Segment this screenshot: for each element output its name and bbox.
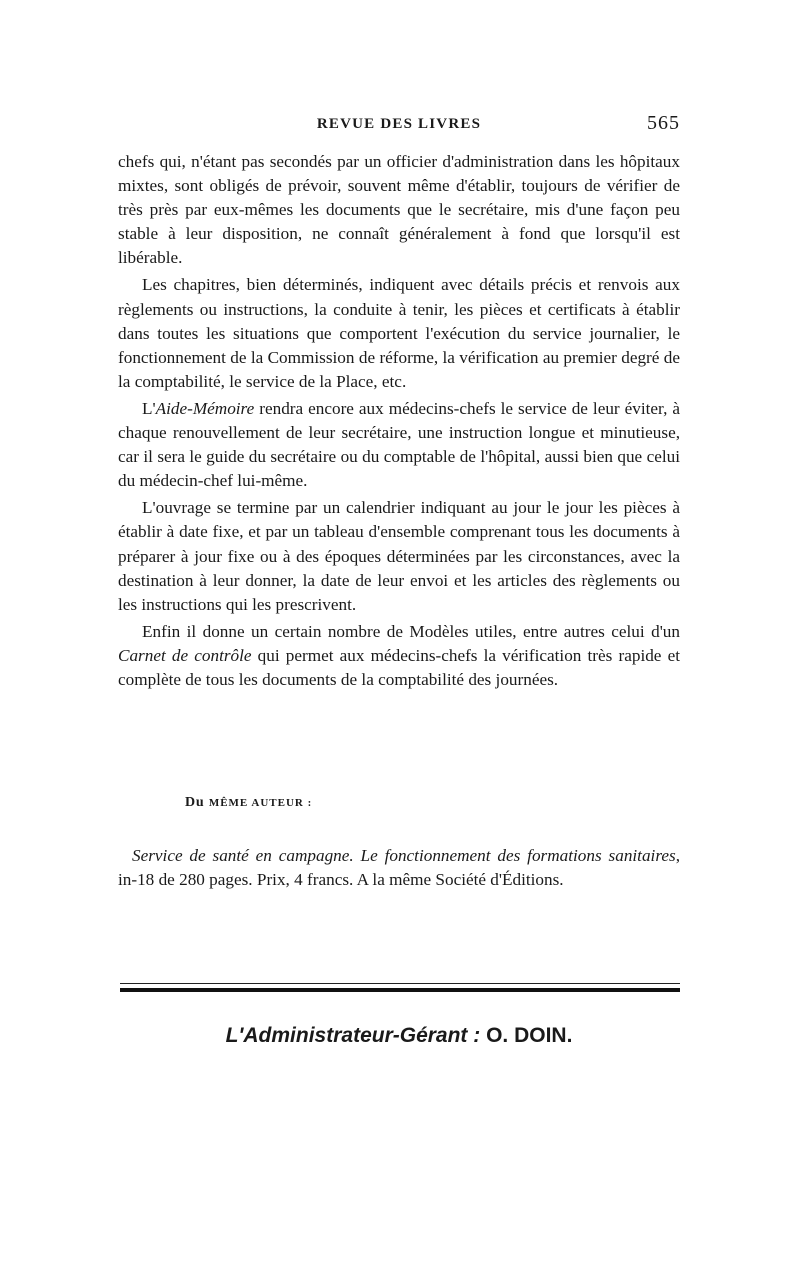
paragraph-text: Les chapitres, bien déterminés, indiquent avec détails précis et renvois aux règlements ou instructions, la conduite à tenir, les pièces et certificats à établir dans toutes les situations que comportent l'exécution du service journalier, le fonctionnement de la Commission de réforme, la vérification au premier degré de la comptabilité, le service de la Place, etc. (118, 275, 680, 391)
book-title-italic: Aide-Mémoire (155, 398, 255, 418)
paragraph-text: L'ouvrage se termine par un calendrier indiquant au jour le jour les pièces à établir à date fixe, et par un tableau d'ensemble comprenant tous les documents à préparer à jour fixe ou à des époques déterminées par les circonstances, avec la destination à leur donner, la date de leur envoi et les articles des règlements ou les instructions qui les prescrivent. (118, 498, 680, 614)
paragraph-text: rendra encore aux médecins-chefs le service de leur éviter, à chaque renouvellement de leur secrétaire, une instruction longue et minutieuse, car il sera le guide du secrétaire ou du comptable de l'hôpital, aussi bien que celui du médecin-chef lui-même. (118, 398, 680, 491)
page-header (118, 112, 680, 142)
same-author-heading (185, 795, 312, 811)
model-title-italic: Carnet de contrôle (118, 645, 252, 665)
divider-thick (120, 988, 680, 992)
signature-role: L'Administrateur-Gérant : (225, 1024, 481, 1047)
running-title: REVUE DES LIVRES (316, 116, 482, 132)
bibliography-entry (118, 844, 680, 892)
paragraph-1 (118, 150, 680, 270)
paragraph-4 (118, 496, 680, 616)
signature-name: O. DOIN. (486, 1024, 573, 1047)
paragraph-prefix: Enfin il donne un certain nombre de Modèles utiles, entre autres celui d'un (142, 621, 680, 641)
paragraph-5 (118, 620, 680, 692)
paragraph-text: chefs qui, n'étant pas secondés par un officier d'administration dans les hôpitaux mixtes, sont obligés de prévoir, souvent même d'établir, toujours de vérifier de très près par eux-mêmes les documents que le secrétaire, mis d'une façon peu stable à leur disposition, ne connaît généralement à fond que lorsqu'il est libérable. (118, 152, 680, 268)
review-body (118, 150, 680, 695)
bibliography-title: Service de santé en campagne. Le fonctionnement des formations sanitaires (132, 846, 676, 865)
byline-prefix: Du (185, 795, 205, 810)
paragraph-3 (118, 397, 680, 493)
paragraph-text: qui permet aux médecins-chefs la vérification très rapide et complète de tous les documents de la comptabilité des journées. (118, 645, 680, 689)
paragraph-2 (118, 273, 680, 393)
page-number: 565 (647, 112, 680, 134)
bibliography-details: , in-18 de 280 pages. Prix, 4 francs. A la même Société d'Éditions. (118, 846, 680, 889)
byline-small-caps: MÊME AUTEUR : (208, 797, 313, 809)
paragraph-prefix: L' (142, 398, 156, 418)
publisher-signature (118, 1024, 680, 1048)
divider-thin (120, 983, 680, 984)
